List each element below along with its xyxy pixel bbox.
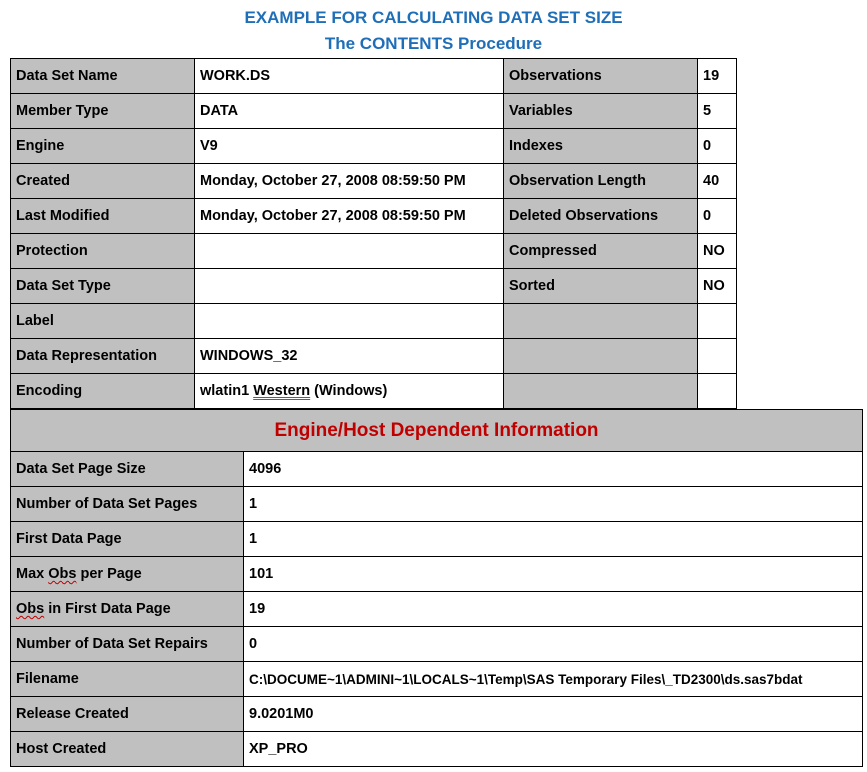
label-cell bbox=[11, 557, 244, 592]
table-row bbox=[11, 129, 737, 164]
label-cell: Data Representation bbox=[11, 339, 195, 374]
table-row bbox=[11, 732, 863, 767]
value-cell: 101 bbox=[244, 557, 863, 592]
table-row bbox=[11, 59, 737, 94]
label-cell: Last Modified bbox=[11, 199, 195, 234]
value-cell: NO bbox=[698, 234, 737, 269]
value-cell bbox=[195, 374, 504, 409]
label-cell: Label bbox=[11, 304, 195, 339]
table-row bbox=[11, 487, 863, 522]
value-cell: 40 bbox=[698, 164, 737, 199]
value-cell: Monday, October 27, 2008 08:59:50 PM bbox=[195, 164, 504, 199]
table-row bbox=[11, 234, 737, 269]
label-cell: Indexes bbox=[504, 129, 698, 164]
engine-host-table bbox=[10, 409, 863, 767]
table-row bbox=[11, 339, 737, 374]
label-cell: Observations bbox=[504, 59, 698, 94]
value-cell: 0 bbox=[698, 199, 737, 234]
table-row bbox=[11, 592, 863, 627]
label-cell bbox=[504, 339, 698, 374]
label-cell: Data Set Page Size bbox=[11, 452, 244, 487]
label-part: Max bbox=[16, 566, 49, 582]
label-cell: Data Set Type bbox=[11, 269, 195, 304]
value-cell: 9.0201M0 bbox=[244, 697, 863, 732]
table-row bbox=[11, 374, 737, 409]
table-row bbox=[11, 662, 863, 697]
value-cell: 0 bbox=[698, 129, 737, 164]
label-cell: First Data Page bbox=[11, 522, 244, 557]
encoding-part: (Windows) bbox=[310, 383, 388, 399]
table-row bbox=[11, 269, 737, 304]
document-title: EXAMPLE FOR CALCULATING DATA SET SIZE bbox=[244, 8, 623, 27]
label-cell: Protection bbox=[11, 234, 195, 269]
value-cell: 19 bbox=[244, 592, 863, 627]
label-part: Obs bbox=[16, 601, 45, 617]
value-cell bbox=[698, 374, 737, 409]
table-row bbox=[11, 557, 863, 592]
table-row bbox=[11, 164, 737, 199]
value-cell: 5 bbox=[698, 94, 737, 129]
table-row bbox=[11, 304, 737, 339]
table-row bbox=[11, 627, 863, 662]
label-cell: Filename bbox=[11, 662, 244, 697]
value-cell: NO bbox=[698, 269, 737, 304]
value-cell bbox=[698, 304, 737, 339]
value-cell: DATA bbox=[195, 94, 504, 129]
value-cell: Monday, October 27, 2008 08:59:50 PM bbox=[195, 199, 504, 234]
label-cell: Encoding bbox=[11, 374, 195, 409]
label-cell: Number of Data Set Repairs bbox=[11, 627, 244, 662]
label-cell: Sorted bbox=[504, 269, 698, 304]
label-cell: Data Set Name bbox=[11, 59, 195, 94]
label-part: in First Data Page bbox=[44, 601, 171, 617]
value-cell bbox=[195, 304, 504, 339]
value-cell: 1 bbox=[244, 522, 863, 557]
value-cell: 1 bbox=[244, 487, 863, 522]
table-row bbox=[11, 697, 863, 732]
encoding-part: wlatin1 bbox=[200, 383, 254, 399]
value-cell bbox=[195, 269, 504, 304]
label-cell: Created bbox=[11, 164, 195, 199]
label-cell: Engine bbox=[11, 129, 195, 164]
label-part: per Page bbox=[76, 566, 142, 582]
value-cell: XP_PRO bbox=[244, 732, 863, 767]
value-cell bbox=[195, 234, 504, 269]
engine-host-header: Engine/Host Dependent Information bbox=[11, 410, 863, 452]
label-cell: Compressed bbox=[504, 234, 698, 269]
value-cell: WORK.DS bbox=[195, 59, 504, 94]
value-cell: 4096 bbox=[244, 452, 863, 487]
value-cell: 19 bbox=[698, 59, 737, 94]
value-cell: WINDOWS_32 bbox=[195, 339, 504, 374]
label-cell: Variables bbox=[504, 94, 698, 129]
table-row bbox=[11, 94, 737, 129]
value-cell: 0 bbox=[244, 627, 863, 662]
contents-table bbox=[10, 58, 737, 409]
encoding-part: Western bbox=[253, 383, 311, 399]
value-cell bbox=[698, 339, 737, 374]
label-part: Obs bbox=[48, 566, 77, 582]
filename-value: C:\DOCUME~1\ADMINI~1\LOCALS~1\Temp\SAS Temporary Files\_TD2300\ds.sas7bdat bbox=[244, 662, 863, 697]
table-header-row bbox=[11, 410, 863, 452]
label-cell bbox=[504, 304, 698, 339]
label-cell: Deleted Observations bbox=[504, 199, 698, 234]
label-cell: Observation Length bbox=[504, 164, 698, 199]
label-cell: Number of Data Set Pages bbox=[11, 487, 244, 522]
table-row bbox=[11, 522, 863, 557]
label-cell bbox=[504, 374, 698, 409]
label-cell: Host Created bbox=[11, 732, 244, 767]
value-cell: V9 bbox=[195, 129, 504, 164]
label-cell: Member Type bbox=[11, 94, 195, 129]
table-row bbox=[11, 199, 737, 234]
table-row bbox=[11, 452, 863, 487]
document-subtitle: The CONTENTS Procedure bbox=[324, 34, 543, 53]
label-cell bbox=[11, 592, 244, 627]
label-cell: Release Created bbox=[11, 697, 244, 732]
